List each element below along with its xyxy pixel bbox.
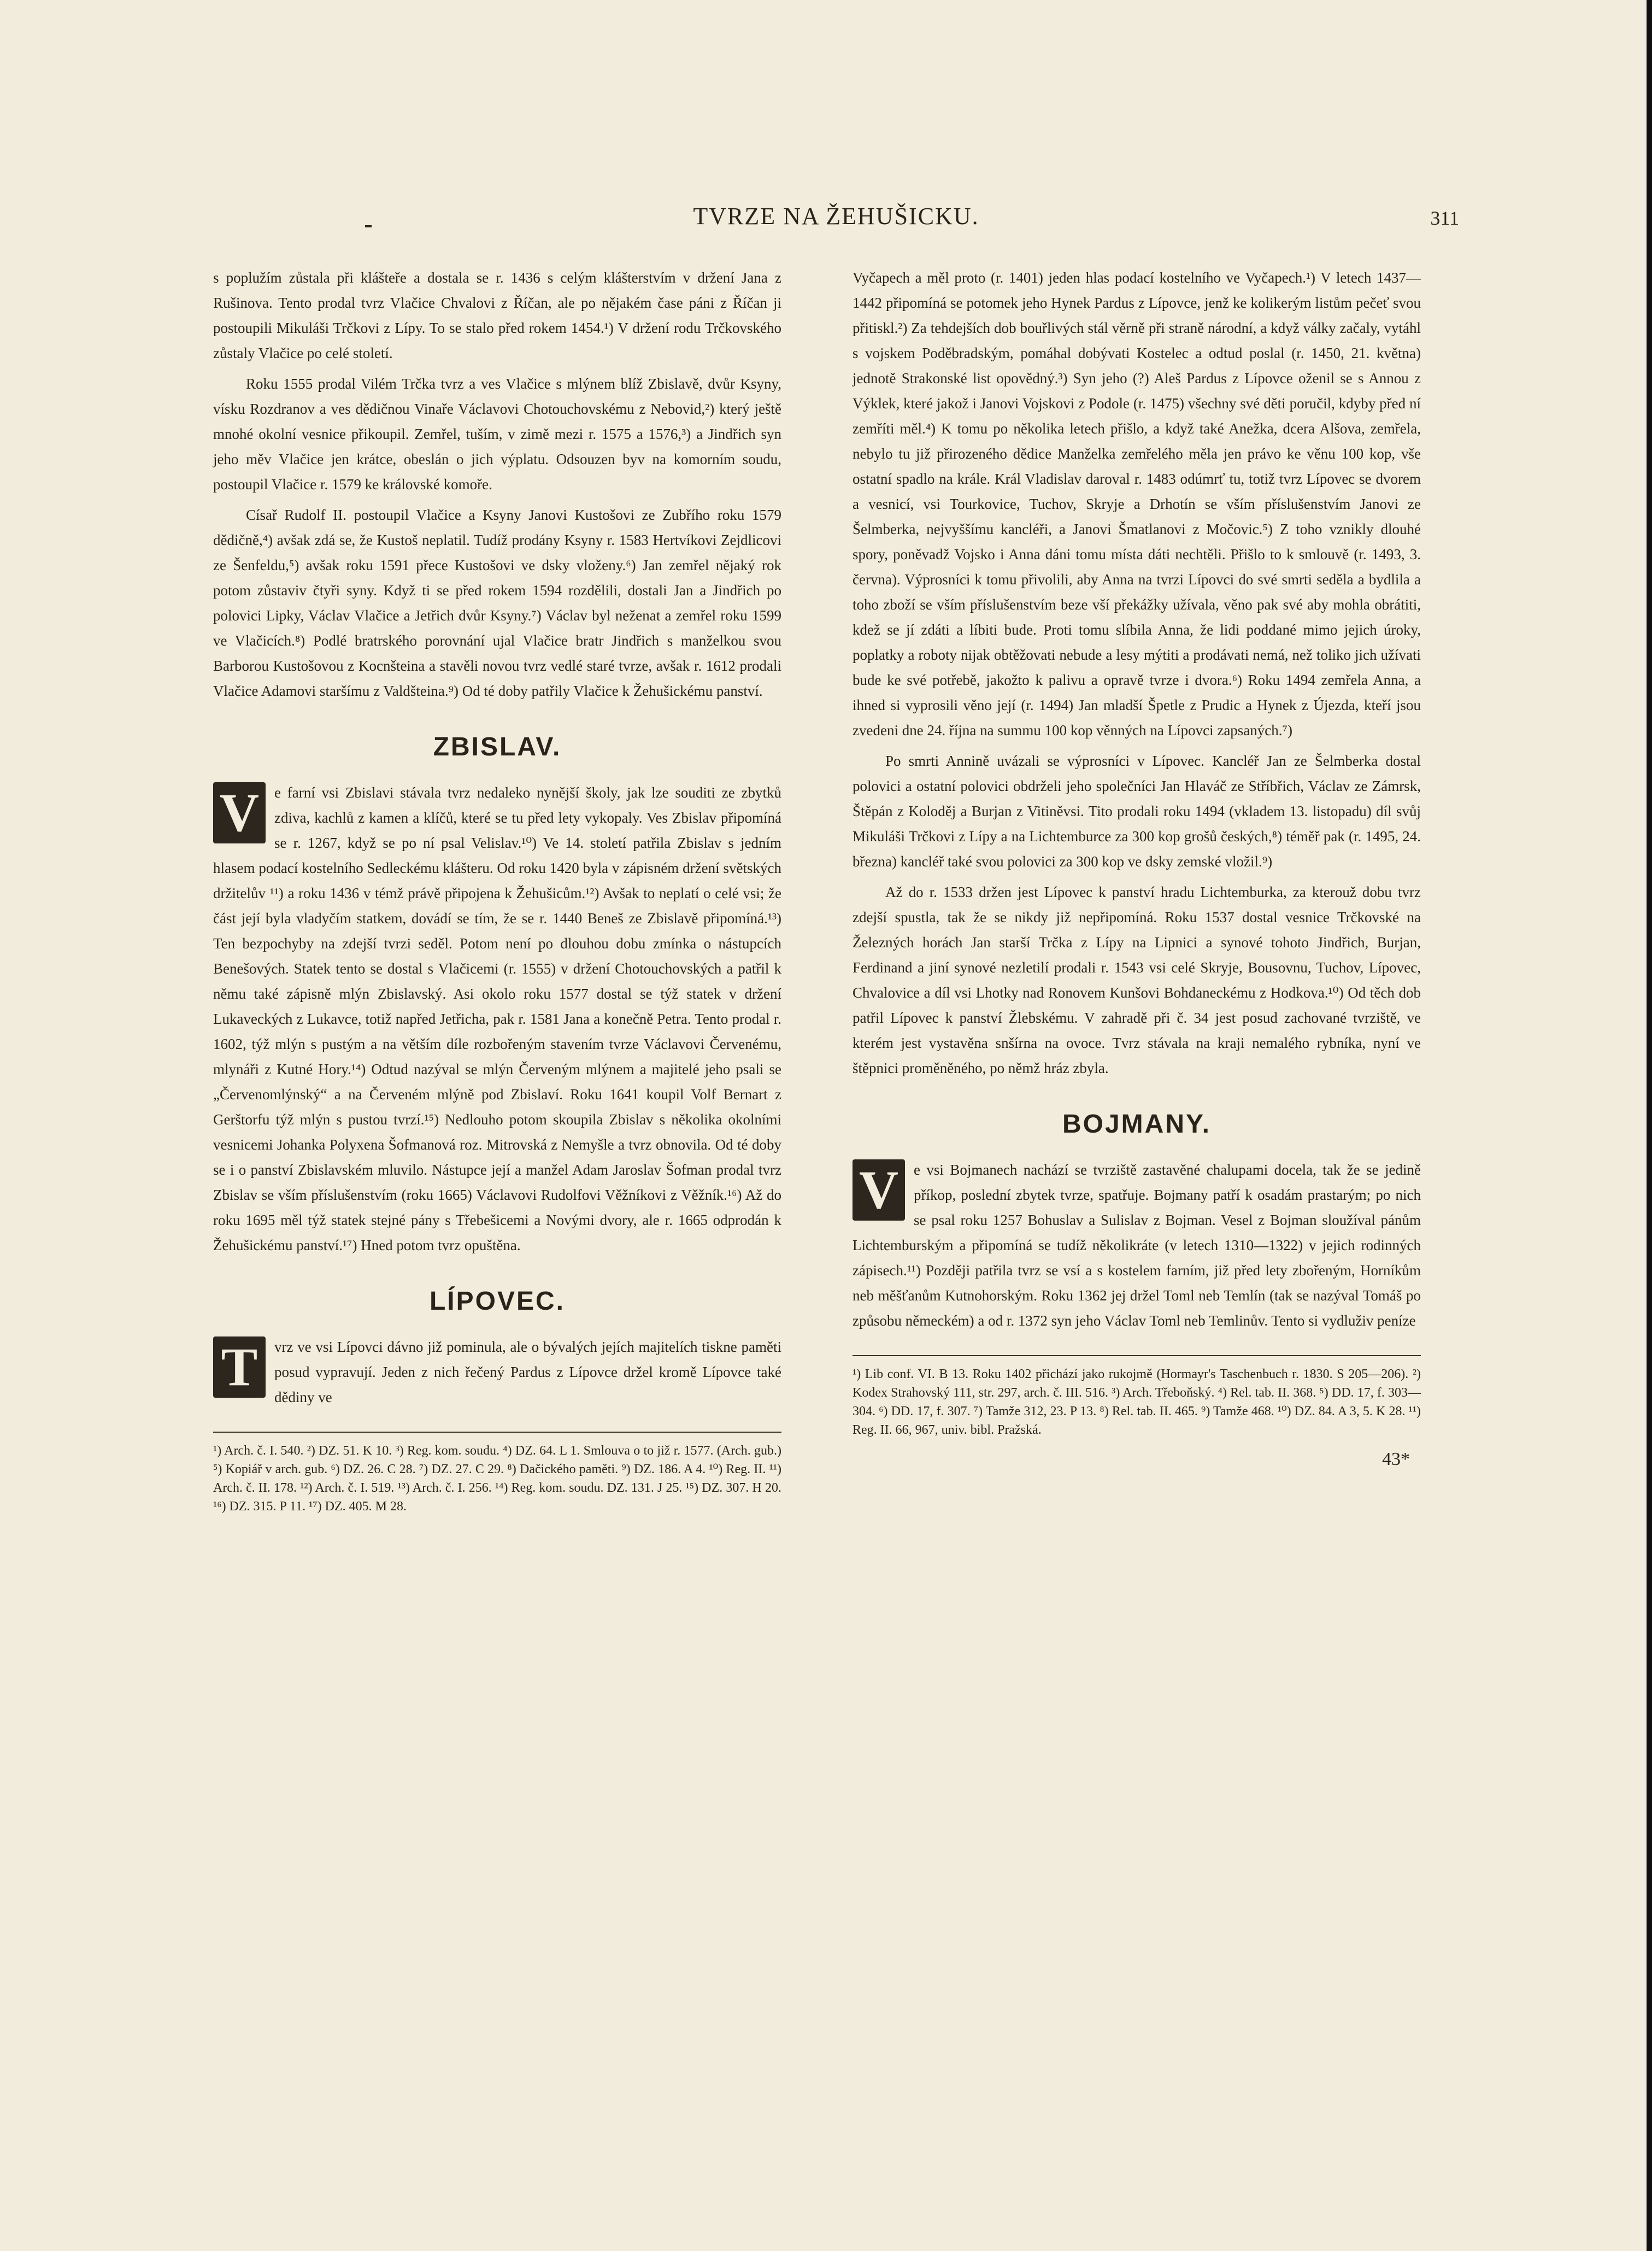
drop-cap-v: V	[213, 782, 266, 843]
vlacice-paragraph-1: s poplužím zůstala při klášteře a dostala se r. 1436 s celým klášterstvím v držení Jana z Rušinova. Tento prodal tvrz Vlačice Chvalovi z Říčan, ale po nějakém čase páni z Říčan ji postoupili Mikuláši Trčkovi z Lípy. To se stalo před rokem 1454.¹) V držení rodu Trčkovského zůstaly Vlačice po celé století.	[213, 269, 781, 361]
vlacice-paragraph-2: Roku 1555 prodal Vilém Trčka tvrz a ves Vlačice s mlýnem blíž Zbislavě, dvůr Ksyny, vísku Rozdranov a ves dědičnou Vinaře Václavovi Chotouchovskému z Nebovid,²) který ještě mnohé okolní vesnice přikoupil. Zemřel, tuším, v zimě mezi r. 1575 a 1576,³) a Jindřich syn jeho měv Vlačice jen krátce, obeslán o jich výplatu. Odsouzen byv na komorním soudu, postoupil Vlačice r. 1579 ke královské komoře.	[213, 376, 781, 493]
drop-cap-v: V	[853, 1159, 905, 1221]
page-header	[213, 202, 1459, 246]
zbislav-paragraph: e farní vsi Zbislavi stávala tvrz nedaleko nynější školy, jak lze souditi ze zbytků zdiva, kachlů z kamen a klíčů, které se tu před lety vykopaly. Ves Zbislav připomíná se r. 1267, když se po ní psal Velislav.¹⁰) Ve 14. století patřila Zbislav s jedním hlasem podací kostelního Sedleckému klášteru. Od roku 1420 byla v zápisném držení světských držitelův ¹¹) a roku 1436 v témž právě připojena k Žehušicům.¹²) Avšak to neplatí o celé vsi; že část její byla vladyčím statkem, dovádí se tím, že se r. 1440 Beneš ze Zbislavě připomíná.¹³) Ten bezpochyby na zdejší tvrzi seděl. Potom není po dlouhou dobu zmínka o nástupcích Benešových. Statek tento se dostal s Vlačicemi (r. 1555) v držení Chotouchovských a patřil k němu také zápisně mlýn Zbislavský. Asi okolo roku 1577 dostal se týž statek v držení Lukaveckých z Lukavce, totiž napřed Jetřicha, pak r. 1581 Jana a konečně Petra. Tento prodal r. 1602, týž mlýn s pustým a na větším díle rozbořeným stavením tvrze Václavovi Červenému, mlynáři z Kutné Hory.¹⁴) Odtud nazýval se mlýn Červeným mlýnem a majitelé jeho psali se „Červenomlýnský“ a na Červeném mlýně pod Zbislaví. Roku 1641 koupil Volf Bernart z Gerštorfu týž mlýn s pustou tvrzí.¹⁵) Nedlouho potom skoupila Zbislav s několika okolními vesnicemi Johanka Polyxena Šofmanová roz. Mitrovská z Nemyšle a tvrz obnovila. Od té doby se i o panství Zbislavském mluvilo. Nástupce její a manžel Adam Jaroslav Šofman prodal tvrz Zbislav se vším příslušenstvím (roku 1665) Václavovi Rudolfovi Věžníkovi z Věžník.¹⁶) Až do roku 1695 měl týž statek stejné pány s Třebešicemi a Novými dvory, ale r. 1665 odprodán k Žehušickému panství.¹⁷) Hned potom tvrz opuštěna.	[213, 784, 781, 1253]
zbislav-section	[213, 780, 781, 1258]
left-column	[213, 265, 781, 1516]
section-heading-bojmany: BOJMANY.	[1062, 1110, 1212, 1139]
signature-mark: 43*	[1382, 1449, 1410, 1469]
running-title: TVRZE NA ŽEHUŠICKU.	[693, 203, 979, 230]
drop-cap-t: T	[213, 1336, 266, 1398]
page-number: 311	[1430, 207, 1459, 229]
vlacice-paragraph-3: Císař Rudolf II. postoupil Vlačice a Ksyny Janovi Kustošovi ze Zubřího roku 1579 dědičně,⁴) avšak zdá se, že Kustoš neplatil. Tudíž prodány Ksyny r. 1583 Hertvíkovi Zejdlicovi ze Šenfeldu,⁵) avšak roku 1591 přece Kustošovi ve dsky vloženy.⁶) Jan zemřel nějaký rok potom zůstaviv čtyři syny. Když ti se před rokem 1594 rozdělili, dostali Jan a Jindřich po polovici Lipky, Václav Vlačice a Jetřich dvůr Ksyny.⁷) Václav byl neženat a zemřel roku 1599 ve Vlačicích.⁸) Podlé bratrského porovnání ujal Vlačice bratr Jindřich s manželkou svou Barborou Kustošovou z Kocnšteina a stavěli novou tvrz vedlé staré tvrze, avšak r. 1612 prodali Vlačice Adamovi staršímu z Valdšteina.⁹) Od té doby patřily Vlačice k Žehušickému panství.	[213, 507, 781, 699]
bojmany-section	[853, 1157, 1421, 1333]
lipovec-section	[213, 1334, 781, 1410]
scan-edge	[1647, 0, 1652, 2251]
bojmany-paragraph: e vsi Bojmanech nachází se tvrziště zastavěné chalupami docela, tak že se jedině příkop, poslední zbytek tvrze, spatřuje. Bojmany patří k osadám prastarým; po nich se psal roku 1257 Bohuslav a Sulislav z Bojman. Vesel z Bojman sloužíval pánům Lichtemburským a připomíná se tudíž několikráte (v letech 1310—1322) v jejich rodinných zápisech.¹¹) Později patřila tvrz se vsí a s kostelem farním, již před lety zbořeným, Horníkům neb měšťanům Kutnohorským. Roku 1362 jej držel Toml neb Temlín (tak se nazýval Tomáš po způsobu německém) a od r. 1372 syn jeho Václav Toml neb Temlinův. Tento si vydluživ peníze	[853, 1162, 1421, 1329]
section-heading-zbislav: ZBISLAV.	[433, 732, 562, 761]
footnotes-right: ¹) Lib conf. VI. B 13. Roku 1402 přichází jako rukojmě (Hormayr's Taschenbuch r. 1830. S 205—206). ²) Kodex Strahovský 111, str. 297, arch. č. III. 516. ³) Arch. Třeboňský. ⁴) Rel. tab. II. 368. ⁵) DD. 17, f. 303—304. ⁶) DD. 17, f. 307. ⁷) Tamže 312, 23. P 13. ⁸) Rel. tab. II. 465. ⁹) Tamže 468. ¹⁰) DZ. 84. A 3, 5. K 28. ¹¹) Reg. II. 66, 967, univ. bibl. Pražská.	[853, 1355, 1421, 1439]
right-column	[853, 265, 1421, 1472]
section-heading-lipovec: LÍPOVEC.	[429, 1287, 566, 1316]
footnotes-left: ¹) Arch. č. I. 540. ²) DZ. 51. K 10. ³) Reg. kom. soudu. ⁴) DZ. 64. L 1. Smlouva o to již r. 1577. (Arch. gub.) ⁵) Kopiář v arch. gub. ⁶) DZ. 26. C 28. ⁷) DZ. 27. C 29. ⁸) Dačického paměti. ⁹) DZ. 186. A 4. ¹⁰) Reg. II. ¹¹) Arch. č. II. 178. ¹²) Arch. č. I. 519. ¹³) Arch. č. I. 256. ¹⁴) Reg. kom. soudu. DZ. 131. J 25. ¹⁵) DZ. 307. H 20. ¹⁶) DZ. 315. P 11. ¹⁷) DZ. 405. M 28.	[213, 1432, 781, 1516]
lipovec-paragraph: vrz ve vsi Lípovci dávno již pominula, ale o bývalých jejích majitelích tiskne paměti posud vypravují. Jeden z nich řečený Pardus z Lípovce držel kromě Lípovce také dědiny ve	[274, 1339, 781, 1405]
lipovec-continued-paragraph-1: Vyčapech a měl proto (r. 1401) jeden hlas podací kostelního ve Vyčapech.¹) V letech 1437—1442 připomíná se potomek jeho Hynek Pardus z Lípovce, jenž ke kolikerým listům pečeť svou přitiskl.²) Za tehdejších dob bouřlivých stál věrně při straně národní, a když války začaly, vytáhl s vojskem Poděbradským, pomáhal dobývati Kostelec a odtud poslal (r. 1450, 21. května) jednotě Strakonské list opovědný.³) Syn jeho (?) Aleš Pardus z Lípovce oženil se s Annou z Výklek, které jakož i Janovi Vojskovi z Podole (r. 1475) všechny své děti poručil, kdyby před ní zemříti měl.⁴) K tomu po několika letech přišlo, a když také Anežka, dcera Alšova, zemřela, nebylo tu již přirozeného dědice Manželka zemřelého měla jen právo ke věnu 100 kop, vše ostatní spadlo na krále. Král Vladislav daroval r. 1483 odúmrť tu, totiž tvrz Lípovec se dvorem a vesnicí, vsi Tourkovice, Tuchov, Skryje a Drhotín se vším příslušenstvím Janovi ze Šelmberka, nejvyššímu kancléři, a Janovi Šmatlanovi z Močovic.⁵) Z toho vznikly dlouhé spory, poněvadž Vojsko i Anna dáni tomu místa dáti nechtěli. Přišlo to k smlouvě (r. 1493, 3. června). Výprosníci k tomu přivolili, aby Anna na tvrzi Lípovci do své smrti seděla a bydlila a toho zboží se vším příslušenstvím beze vší překážky užívala, věno pak své aby mohla obrátiti, kdež se jí zdáti a líbiti bude. Proti tomu slíbila Anna, že lidi poddané mimo jejich úroky, poplatky a roboty nijak obtěžovati nebude a lesy mýtiti a prodávati nemá, než toliko jich užívati bude ke své potřebě, jakožto k palivu a opravě tvrze i dvora.⁶) Roku 1494 zemřela Anna, a ihned si vyprosili věno její (r. 1494) Jan mladší Špetle z Prudic a Hynek z Újezda, kteří jsou zvedeni dne 24. října na summu 100 kop věnných na Lípovci zapsaných.⁷)	[853, 269, 1421, 738]
lipovec-continued-paragraph-3: Až do r. 1533 držen jest Lípovec k panství hradu Lichtemburka, za kterouž dobu tvrz zdejší spustla, tak že se nikdy již nepřipomíná. Roku 1537 dostal vesnice Trčkovské na Železných horách Jan starší Trčka z Lípy na Lipnici a synové tohoto Jindřich, Burjan, Ferdinand a jiní synové nezletilí prodali r. 1543 vsi celé Skryje, Bousovnu, Tuchov, Lípovec, Chvalovice a díl vsi Lhotky nad Ronovem Kunšovi Bohdaneckému z Hodkova.¹⁰) Od těch dob patřil Lípovec k panství Žlebskému. V zahradě při č. 34 jest posud zachované tvrziště, ve kterém jest vystavěna snšírna na ovoce. Tvrz stávala na kraji nemalého rybníka, nyní ve štěpnici proměněného, po němž hráz zbyla.	[853, 884, 1421, 1076]
lipovec-continued-paragraph-2: Po smrti Annině uvázali se výprosníci v Lípovec. Kancléř Jan ze Šelmberka dostal polovici a ostatní polovici obdrželi jeho společníci Jan Hlaváč ze Stříbřich, Václav ze Zámrsk, Štěpán z Koloděj a Burjan z Vitiněvsi. Tito prodali roku 1494 (vkladem 13. listopadu) díl svůj Mikuláši Trčkovi z Lípy a na Lichtemburce za 300 kop grošů českých,⁸) téměř pak (r. 1495, 24. března) kancléř také svou polovici za 300 kop ve dsky zemské vložil.⁹)	[853, 753, 1421, 870]
